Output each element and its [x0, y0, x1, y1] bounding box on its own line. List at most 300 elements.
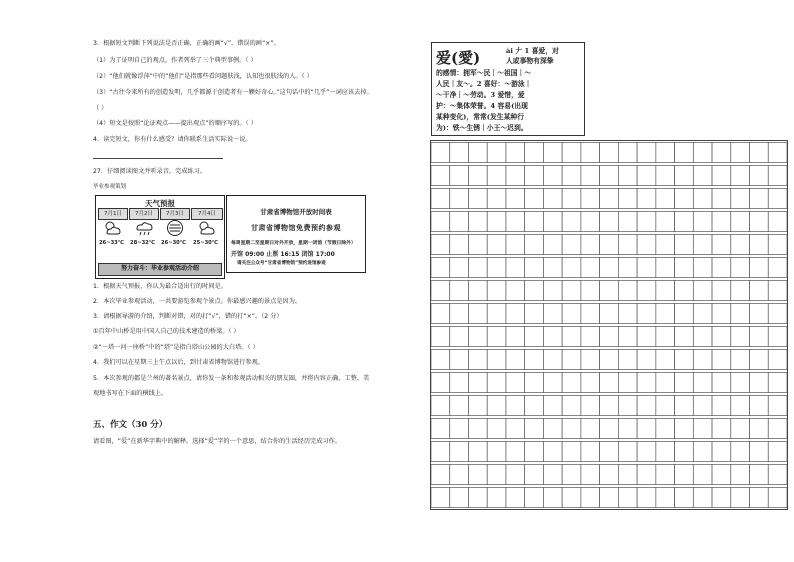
grid-cell[interactable] [637, 166, 656, 186]
grid-cell[interactable] [506, 419, 525, 439]
grid-cell[interactable] [712, 235, 731, 255]
grid-cell[interactable] [693, 258, 712, 278]
grid-cell[interactable] [618, 419, 637, 439]
grid-cell[interactable] [656, 488, 675, 508]
grid-cell[interactable] [750, 281, 769, 301]
grid-cell[interactable] [768, 304, 787, 324]
grid-cell[interactable] [712, 419, 731, 439]
grid-cell[interactable] [581, 235, 600, 255]
grid-cell[interactable] [768, 189, 787, 209]
grid-cell[interactable] [581, 488, 600, 508]
grid-cell[interactable] [768, 465, 787, 485]
grid-cell[interactable] [693, 235, 712, 255]
grid-cell[interactable] [693, 442, 712, 462]
grid-cell[interactable] [712, 304, 731, 324]
grid-cell[interactable] [600, 281, 619, 301]
grid-cell[interactable] [543, 304, 562, 324]
grid-cell[interactable] [487, 327, 506, 347]
grid-cell[interactable] [431, 281, 450, 301]
grid-cell[interactable] [525, 235, 544, 255]
grid-cell[interactable] [656, 465, 675, 485]
grid-cell[interactable] [618, 488, 637, 508]
grid-cell[interactable] [525, 258, 544, 278]
grid-cell[interactable] [431, 419, 450, 439]
grid-cell[interactable] [450, 327, 469, 347]
grid-cell[interactable] [468, 488, 487, 508]
grid-cell[interactable] [450, 373, 469, 393]
grid-cell[interactable] [506, 373, 525, 393]
grid-cell[interactable] [637, 304, 656, 324]
grid-cell[interactable] [525, 350, 544, 370]
grid-cell[interactable] [506, 235, 525, 255]
grid-cell[interactable] [487, 258, 506, 278]
grid-cell[interactable] [450, 396, 469, 416]
grid-cell[interactable] [562, 281, 581, 301]
writing-grid[interactable] [430, 140, 788, 510]
grid-cell[interactable] [618, 189, 637, 209]
grid-cell[interactable] [562, 189, 581, 209]
grid-cell[interactable] [562, 419, 581, 439]
grid-cell[interactable] [712, 488, 731, 508]
grid-cell[interactable] [712, 166, 731, 186]
grid-cell[interactable] [693, 189, 712, 209]
grid-cell[interactable] [450, 143, 469, 163]
grid-cell[interactable] [431, 396, 450, 416]
grid-cell[interactable] [656, 350, 675, 370]
grid-cell[interactable] [600, 235, 619, 255]
grid-cell[interactable] [450, 350, 469, 370]
grid-cell[interactable] [618, 350, 637, 370]
grid-cell[interactable] [431, 212, 450, 232]
grid-cell[interactable] [712, 258, 731, 278]
grid-cell[interactable] [525, 396, 544, 416]
grid-cell[interactable] [675, 465, 694, 485]
grid-cell[interactable] [506, 396, 525, 416]
grid-cell[interactable] [581, 166, 600, 186]
grid-cell[interactable] [618, 258, 637, 278]
grid-cell[interactable] [525, 304, 544, 324]
grid-cell[interactable] [750, 304, 769, 324]
grid-cell[interactable] [600, 465, 619, 485]
grid-cell[interactable] [600, 350, 619, 370]
grid-cell[interactable] [431, 442, 450, 462]
grid-cell[interactable] [675, 281, 694, 301]
grid-cell[interactable] [468, 212, 487, 232]
grid-cell[interactable] [506, 350, 525, 370]
grid-cell[interactable] [600, 327, 619, 347]
grid-cell[interactable] [506, 304, 525, 324]
grid-cell[interactable] [468, 143, 487, 163]
grid-cell[interactable] [618, 281, 637, 301]
grid-cell[interactable] [600, 373, 619, 393]
grid-cell[interactable] [468, 281, 487, 301]
grid-cell[interactable] [731, 212, 750, 232]
grid-cell[interactable] [487, 143, 506, 163]
grid-cell[interactable] [750, 488, 769, 508]
grid-cell[interactable] [675, 442, 694, 462]
grid-cell[interactable] [525, 143, 544, 163]
grid-cell[interactable] [637, 143, 656, 163]
grid-cell[interactable] [731, 143, 750, 163]
grid-cell[interactable] [487, 166, 506, 186]
grid-cell[interactable] [506, 143, 525, 163]
grid-cell[interactable] [562, 258, 581, 278]
grid-cell[interactable] [731, 488, 750, 508]
grid-cell[interactable] [731, 327, 750, 347]
grid-cell[interactable] [750, 166, 769, 186]
grid-cell[interactable] [731, 442, 750, 462]
grid-cell[interactable] [562, 442, 581, 462]
grid-cell[interactable] [768, 166, 787, 186]
grid-cell[interactable] [600, 212, 619, 232]
grid-cell[interactable] [750, 258, 769, 278]
grid-cell[interactable] [675, 396, 694, 416]
grid-cell[interactable] [637, 189, 656, 209]
grid-cell[interactable] [543, 419, 562, 439]
grid-cell[interactable] [506, 189, 525, 209]
grid-cell[interactable] [525, 465, 544, 485]
grid-cell[interactable] [618, 212, 637, 232]
grid-cell[interactable] [562, 235, 581, 255]
grid-cell[interactable] [431, 465, 450, 485]
grid-cell[interactable] [487, 281, 506, 301]
grid-cell[interactable] [487, 373, 506, 393]
grid-cell[interactable] [487, 419, 506, 439]
grid-cell[interactable] [731, 396, 750, 416]
grid-cell[interactable] [468, 189, 487, 209]
grid-cell[interactable] [750, 327, 769, 347]
grid-cell[interactable] [693, 350, 712, 370]
grid-cell[interactable] [543, 396, 562, 416]
grid-cell[interactable] [525, 189, 544, 209]
grid-cell[interactable] [562, 465, 581, 485]
grid-cell[interactable] [618, 327, 637, 347]
grid-cell[interactable] [675, 419, 694, 439]
grid-cell[interactable] [581, 350, 600, 370]
grid-cell[interactable] [581, 442, 600, 462]
grid-cell[interactable] [468, 465, 487, 485]
grid-cell[interactable] [712, 350, 731, 370]
grid-cell[interactable] [675, 143, 694, 163]
grid-cell[interactable] [731, 189, 750, 209]
grid-cell[interactable] [675, 350, 694, 370]
grid-cell[interactable] [693, 143, 712, 163]
grid-cell[interactable] [562, 304, 581, 324]
grid-cell[interactable] [450, 258, 469, 278]
grid-cell[interactable] [581, 281, 600, 301]
grid-cell[interactable] [750, 350, 769, 370]
grid-cell[interactable] [431, 304, 450, 324]
grid-cell[interactable] [637, 350, 656, 370]
grid-cell[interactable] [656, 281, 675, 301]
grid-cell[interactable] [525, 212, 544, 232]
grid-cell[interactable] [656, 235, 675, 255]
grid-cell[interactable] [431, 373, 450, 393]
grid-cell[interactable] [731, 281, 750, 301]
grid-cell[interactable] [656, 189, 675, 209]
grid-cell[interactable] [618, 442, 637, 462]
grid-cell[interactable] [487, 442, 506, 462]
grid-cell[interactable] [637, 442, 656, 462]
grid-cell[interactable] [712, 396, 731, 416]
grid-cell[interactable] [581, 304, 600, 324]
grid-cell[interactable] [675, 258, 694, 278]
grid-cell[interactable] [656, 304, 675, 324]
grid-cell[interactable] [581, 419, 600, 439]
grid-cell[interactable] [581, 212, 600, 232]
grid-cell[interactable] [712, 189, 731, 209]
grid-cell[interactable] [431, 143, 450, 163]
grid-cell[interactable] [600, 189, 619, 209]
grid-cell[interactable] [675, 488, 694, 508]
grid-cell[interactable] [693, 212, 712, 232]
grid-cell[interactable] [731, 373, 750, 393]
grid-cell[interactable] [487, 350, 506, 370]
grid-cell[interactable] [600, 143, 619, 163]
grid-cell[interactable] [450, 189, 469, 209]
grid-cell[interactable] [543, 143, 562, 163]
grid-cell[interactable] [750, 235, 769, 255]
grid-cell[interactable] [543, 258, 562, 278]
grid-cell[interactable] [656, 143, 675, 163]
grid-cell[interactable] [637, 235, 656, 255]
grid-cell[interactable] [468, 304, 487, 324]
grid-cell[interactable] [675, 189, 694, 209]
grid-cell[interactable] [731, 235, 750, 255]
grid-cell[interactable] [468, 166, 487, 186]
grid-cell[interactable] [712, 373, 731, 393]
grid-cell[interactable] [468, 235, 487, 255]
grid-cell[interactable] [581, 465, 600, 485]
grid-cell[interactable] [450, 465, 469, 485]
grid-cell[interactable] [712, 327, 731, 347]
grid-cell[interactable] [450, 212, 469, 232]
grid-cell[interactable] [543, 235, 562, 255]
grid-cell[interactable] [468, 373, 487, 393]
grid-cell[interactable] [618, 373, 637, 393]
grid-cell[interactable] [637, 488, 656, 508]
grid-cell[interactable] [768, 327, 787, 347]
grid-cell[interactable] [731, 350, 750, 370]
grid-cell[interactable] [487, 189, 506, 209]
grid-cell[interactable] [562, 373, 581, 393]
grid-cell[interactable] [656, 327, 675, 347]
grid-cell[interactable] [562, 488, 581, 508]
grid-cell[interactable] [637, 396, 656, 416]
grid-cell[interactable] [768, 212, 787, 232]
grid-cell[interactable] [637, 327, 656, 347]
grid-cell[interactable] [450, 166, 469, 186]
grid-cell[interactable] [543, 189, 562, 209]
grid-cell[interactable] [525, 373, 544, 393]
grid-cell[interactable] [656, 166, 675, 186]
grid-cell[interactable] [768, 281, 787, 301]
grid-cell[interactable] [487, 235, 506, 255]
grid-cell[interactable] [693, 465, 712, 485]
grid-cell[interactable] [750, 419, 769, 439]
grid-cell[interactable] [768, 419, 787, 439]
grid-cell[interactable] [543, 465, 562, 485]
grid-cell[interactable] [600, 488, 619, 508]
grid-cell[interactable] [450, 488, 469, 508]
grid-cell[interactable] [768, 442, 787, 462]
grid-cell[interactable] [487, 465, 506, 485]
grid-cell[interactable] [693, 396, 712, 416]
grid-cell[interactable] [637, 258, 656, 278]
grid-cell[interactable] [468, 442, 487, 462]
grid-cell[interactable] [562, 396, 581, 416]
grid-cell[interactable] [693, 327, 712, 347]
grid-cell[interactable] [525, 327, 544, 347]
grid-cell[interactable] [468, 327, 487, 347]
grid-cell[interactable] [750, 212, 769, 232]
grid-cell[interactable] [450, 281, 469, 301]
grid-cell[interactable] [637, 212, 656, 232]
grid-cell[interactable] [637, 419, 656, 439]
grid-cell[interactable] [525, 166, 544, 186]
grid-cell[interactable] [506, 212, 525, 232]
grid-cell[interactable] [675, 304, 694, 324]
grid-cell[interactable] [506, 166, 525, 186]
grid-cell[interactable] [637, 373, 656, 393]
grid-cell[interactable] [543, 212, 562, 232]
grid-cell[interactable] [581, 373, 600, 393]
grid-cell[interactable] [506, 488, 525, 508]
grid-cell[interactable] [562, 143, 581, 163]
grid-cell[interactable] [581, 327, 600, 347]
grid-cell[interactable] [675, 327, 694, 347]
grid-cell[interactable] [618, 143, 637, 163]
grid-cell[interactable] [600, 419, 619, 439]
grid-cell[interactable] [750, 373, 769, 393]
grid-cell[interactable] [468, 258, 487, 278]
grid-cell[interactable] [543, 350, 562, 370]
grid-cell[interactable] [768, 258, 787, 278]
grid-cell[interactable] [562, 212, 581, 232]
grid-cell[interactable] [768, 350, 787, 370]
grid-cell[interactable] [487, 304, 506, 324]
grid-cell[interactable] [562, 166, 581, 186]
grid-cell[interactable] [431, 488, 450, 508]
grid-cell[interactable] [731, 258, 750, 278]
grid-cell[interactable] [431, 258, 450, 278]
grid-cell[interactable] [618, 304, 637, 324]
grid-cell[interactable] [600, 166, 619, 186]
grid-cell[interactable] [712, 281, 731, 301]
grid-cell[interactable] [450, 442, 469, 462]
grid-cell[interactable] [637, 281, 656, 301]
grid-cell[interactable] [525, 281, 544, 301]
grid-cell[interactable] [618, 396, 637, 416]
grid-cell[interactable] [543, 166, 562, 186]
grid-cell[interactable] [468, 419, 487, 439]
grid-cell[interactable] [693, 488, 712, 508]
grid-cell[interactable] [731, 304, 750, 324]
grid-cell[interactable] [525, 442, 544, 462]
grid-cell[interactable] [656, 419, 675, 439]
grid-cell[interactable] [675, 166, 694, 186]
grid-cell[interactable] [506, 465, 525, 485]
grid-cell[interactable] [487, 488, 506, 508]
grid-cell[interactable] [506, 281, 525, 301]
grid-cell[interactable] [543, 327, 562, 347]
grid-cell[interactable] [431, 235, 450, 255]
grid-cell[interactable] [450, 304, 469, 324]
grid-cell[interactable] [618, 465, 637, 485]
grid-cell[interactable] [750, 396, 769, 416]
grid-cell[interactable] [431, 327, 450, 347]
grid-cell[interactable] [750, 143, 769, 163]
grid-cell[interactable] [750, 442, 769, 462]
grid-cell[interactable] [431, 166, 450, 186]
grid-cell[interactable] [693, 166, 712, 186]
grid-cell[interactable] [750, 465, 769, 485]
grid-cell[interactable] [675, 212, 694, 232]
grid-cell[interactable] [693, 281, 712, 301]
grid-cell[interactable] [581, 189, 600, 209]
grid-cell[interactable] [731, 419, 750, 439]
grid-cell[interactable] [600, 396, 619, 416]
grid-cell[interactable] [600, 258, 619, 278]
grid-cell[interactable] [656, 373, 675, 393]
grid-cell[interactable] [450, 235, 469, 255]
grid-cell[interactable] [656, 258, 675, 278]
grid-cell[interactable] [618, 235, 637, 255]
grid-cell[interactable] [581, 258, 600, 278]
grid-cell[interactable] [768, 235, 787, 255]
grid-cell[interactable] [506, 442, 525, 462]
grid-cell[interactable] [693, 373, 712, 393]
grid-cell[interactable] [431, 189, 450, 209]
grid-cell[interactable] [656, 442, 675, 462]
grid-cell[interactable] [712, 212, 731, 232]
grid-cell[interactable] [450, 419, 469, 439]
grid-cell[interactable] [581, 396, 600, 416]
grid-cell[interactable] [731, 465, 750, 485]
grid-cell[interactable] [618, 166, 637, 186]
grid-cell[interactable] [543, 442, 562, 462]
grid-cell[interactable] [750, 189, 769, 209]
grid-cell[interactable] [637, 465, 656, 485]
grid-cell[interactable] [525, 419, 544, 439]
grid-cell[interactable] [712, 442, 731, 462]
grid-cell[interactable] [768, 488, 787, 508]
grid-cell[interactable] [600, 304, 619, 324]
grid-cell[interactable] [675, 235, 694, 255]
grid-cell[interactable] [431, 350, 450, 370]
grid-cell[interactable] [562, 327, 581, 347]
grid-cell[interactable] [656, 396, 675, 416]
grid-cell[interactable] [600, 442, 619, 462]
grid-cell[interactable] [712, 465, 731, 485]
grid-cell[interactable] [468, 396, 487, 416]
grid-cell[interactable] [543, 488, 562, 508]
grid-cell[interactable] [693, 419, 712, 439]
grid-cell[interactable] [506, 258, 525, 278]
grid-cell[interactable] [543, 281, 562, 301]
grid-cell[interactable] [693, 304, 712, 324]
grid-cell[interactable] [581, 143, 600, 163]
grid-cell[interactable] [768, 396, 787, 416]
grid-cell[interactable] [525, 488, 544, 508]
grid-cell[interactable] [768, 373, 787, 393]
grid-cell[interactable] [731, 166, 750, 186]
grid-cell[interactable] [543, 373, 562, 393]
grid-cell[interactable] [468, 350, 487, 370]
grid-cell[interactable] [656, 212, 675, 232]
grid-cell[interactable] [487, 212, 506, 232]
grid-cell[interactable] [562, 350, 581, 370]
